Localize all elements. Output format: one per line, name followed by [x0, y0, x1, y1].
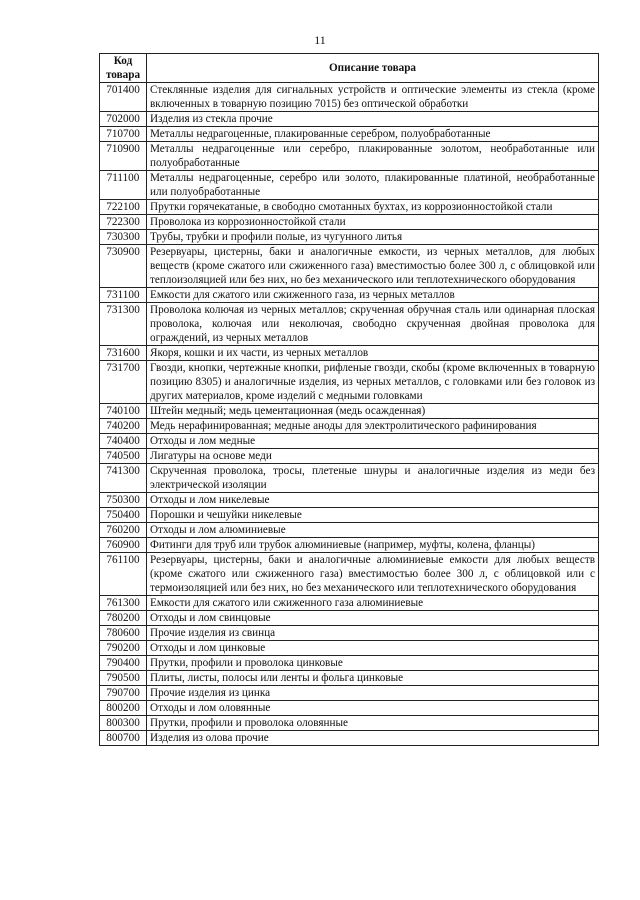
product-description-cell: Резервуары, цистерны, баки и аналогичные емкости, из черных металлов, для любых веществ (кроме сжатого или сжиженного газа) вместимостью более 300 л, с облицовкой или теплоизоляцией или без них, но без механического или теплотехнического оборудования [147, 245, 599, 288]
product-code-cell: 701400 [100, 83, 147, 112]
product-description-cell: Якоря, кошки и их части, из черных металлов [147, 346, 599, 361]
product-code-cell: 780600 [100, 626, 147, 641]
product-description-cell: Емкости для сжатого или сжиженного газа алюминиевые [147, 596, 599, 611]
product-code-cell: 710700 [100, 127, 147, 142]
product-description-cell: Стеклянные изделия для сигнальных устройств и оптические элементы из стекла (кроме включенных в товарную позицию 7015) без оптической обработки [147, 83, 599, 112]
product-code-cell: 741300 [100, 464, 147, 493]
description-column-header: Описание товара [147, 54, 599, 83]
page-number: 11 [314, 33, 326, 47]
product-code-cell: 800200 [100, 701, 147, 716]
product-code-cell: 731300 [100, 303, 147, 346]
table-row [100, 626, 599, 641]
table-row [100, 215, 599, 230]
product-code-cell: 790500 [100, 671, 147, 686]
product-code-cell: 790700 [100, 686, 147, 701]
product-description-cell: Фитинги для труб или трубок алюминиевые (например, муфты, колена, фланцы) [147, 538, 599, 553]
table-row [100, 464, 599, 493]
product-code-cell: 710900 [100, 142, 147, 171]
table-row [100, 671, 599, 686]
product-description-cell: Скрученная проволока, тросы, плетеные шнуры и аналогичные изделия из меди без электрической изоляции [147, 464, 599, 493]
table-row [100, 171, 599, 200]
product-description-cell: Отходы и лом оловянные [147, 701, 599, 716]
table-row [100, 434, 599, 449]
product-code-cell: 790200 [100, 641, 147, 656]
product-description-cell: Порошки и чешуйки никелевые [147, 508, 599, 523]
product-description-cell: Прутки, профили и проволока цинковые [147, 656, 599, 671]
product-code-cell: 750300 [100, 493, 147, 508]
table-row [100, 538, 599, 553]
product-description-cell: Прочие изделия из цинка [147, 686, 599, 701]
code-column-header: Код товара [100, 54, 147, 83]
product-code-cell: 730300 [100, 230, 147, 245]
product-code-cell: 760200 [100, 523, 147, 538]
product-description-cell: Проволока из коррозионностойкой стали [147, 215, 599, 230]
table-row [100, 596, 599, 611]
table-row [100, 200, 599, 215]
product-code-cell: 711100 [100, 171, 147, 200]
table-row [100, 716, 599, 731]
table-row [100, 493, 599, 508]
table-header-row [100, 54, 599, 83]
table-row [100, 553, 599, 596]
table-row [100, 303, 599, 346]
goods-table [99, 53, 599, 746]
table-row [100, 523, 599, 538]
product-description-cell: Отходы и лом медные [147, 434, 599, 449]
product-description-cell: Проволока колючая из черных металлов; скрученная обручная сталь или одинарная плоская проволока, колючая или неколючая, свободно скрученная двойная проволока для ограждений, из черных металлов [147, 303, 599, 346]
product-description-cell: Металлы недрагоценные, плакированные серебром, полуобработанные [147, 127, 599, 142]
product-code-cell: 790400 [100, 656, 147, 671]
table-row [100, 230, 599, 245]
table-row [100, 731, 599, 746]
product-code-cell: 740100 [100, 404, 147, 419]
product-description-cell: Прутки, профили и проволока оловянные [147, 716, 599, 731]
product-code-cell: 702000 [100, 112, 147, 127]
table-row [100, 686, 599, 701]
product-description-cell: Прочие изделия из свинца [147, 626, 599, 641]
product-code-cell: 780200 [100, 611, 147, 626]
table-row [100, 142, 599, 171]
product-description-cell: Медь нерафинированная; медные аноды для электролитического рафинирования [147, 419, 599, 434]
product-code-cell: 760900 [100, 538, 147, 553]
table-row [100, 127, 599, 142]
table-row [100, 346, 599, 361]
table-row [100, 641, 599, 656]
table-row [100, 288, 599, 303]
table-row [100, 83, 599, 112]
table-row [100, 656, 599, 671]
product-description-cell: Отходы и лом цинковые [147, 641, 599, 656]
product-code-cell: 750400 [100, 508, 147, 523]
product-code-cell: 731600 [100, 346, 147, 361]
table-body [100, 83, 599, 746]
table-row [100, 361, 599, 404]
product-code-cell: 731700 [100, 361, 147, 404]
product-code-cell: 731100 [100, 288, 147, 303]
table-row [100, 245, 599, 288]
product-description-cell: Металлы недрагоценные, серебро или золото, плакированные платиной, необработанные или полуобработанные [147, 171, 599, 200]
product-description-cell: Емкости для сжатого или сжиженного газа, из черных металлов [147, 288, 599, 303]
table-row [100, 508, 599, 523]
product-description-cell: Прутки горячекатаные, в свободно смотанных бухтах, из коррозионностойкой стали [147, 200, 599, 215]
product-description-cell: Трубы, трубки и профили полые, из чугунного литья [147, 230, 599, 245]
product-description-cell: Резервуары, цистерны, баки и аналогичные алюминиевые емкости для любых веществ (кроме сжатого или сжиженного газа) вместимостью более 300 л, с облицовкой или с термоизоляцией или без них, но без механического или теплотехнического оборудования [147, 553, 599, 596]
product-code-cell: 722100 [100, 200, 147, 215]
table-row [100, 611, 599, 626]
product-description-cell: Металлы недрагоценные или серебро, плакированные золотом, необработанные или полуобработанные [147, 142, 599, 171]
product-code-cell: 800700 [100, 731, 147, 746]
product-description-cell: Гвозди, кнопки, чертежные кнопки, рифленые гвозди, скобы (кроме включенных в товарную позицию 8305) и аналогичные изделия, из черных металлов, с головками или без головок из других материалов, кроме изделий с медными головками [147, 361, 599, 404]
table-row [100, 419, 599, 434]
table-row [100, 404, 599, 419]
product-code-cell: 730900 [100, 245, 147, 288]
product-description-cell: Изделия из олова прочие [147, 731, 599, 746]
table-row [100, 112, 599, 127]
product-description-cell: Изделия из стекла прочие [147, 112, 599, 127]
product-code-cell: 722300 [100, 215, 147, 230]
product-code-cell: 740500 [100, 449, 147, 464]
product-code-cell: 761100 [100, 553, 147, 596]
table-row [100, 701, 599, 716]
product-description-cell: Отходы и лом свинцовые [147, 611, 599, 626]
product-description-cell: Отходы и лом никелевые [147, 493, 599, 508]
product-code-cell: 740200 [100, 419, 147, 434]
table-row [100, 449, 599, 464]
product-code-cell: 800300 [100, 716, 147, 731]
product-description-cell: Отходы и лом алюминиевые [147, 523, 599, 538]
product-description-cell: Лигатуры на основе меди [147, 449, 599, 464]
product-code-cell: 740400 [100, 434, 147, 449]
product-description-cell: Плиты, листы, полосы или ленты и фольга цинковые [147, 671, 599, 686]
product-code-cell: 761300 [100, 596, 147, 611]
product-description-cell: Штейн медный; медь цементационная (медь осажденная) [147, 404, 599, 419]
